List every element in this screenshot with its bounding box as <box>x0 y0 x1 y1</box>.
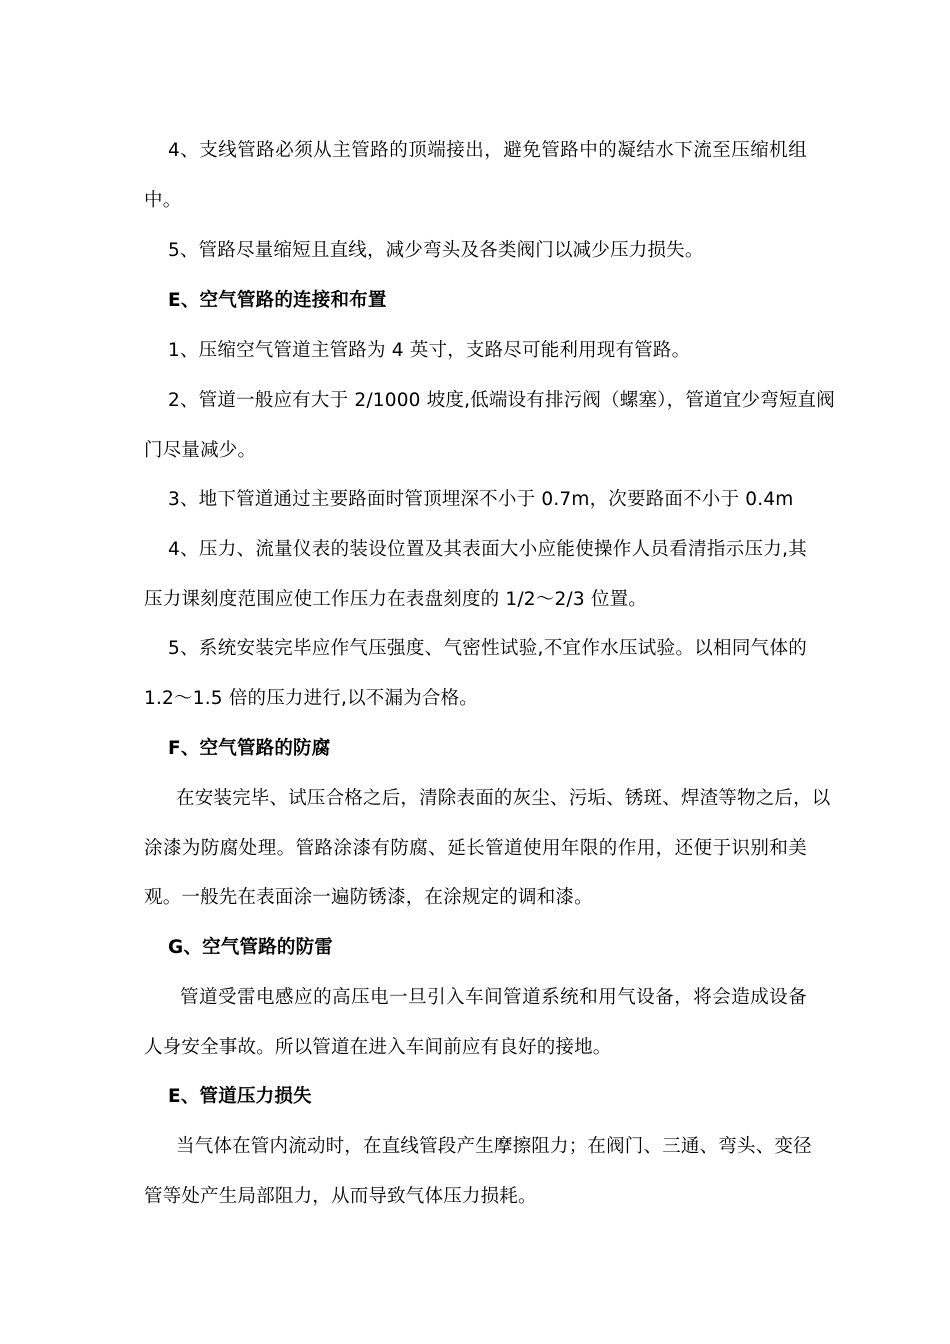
paragraph-pressure-test: 5、系统安装完毕应作气压强度、气密性试验,不宜作水压试验。以相同气体的 <box>168 638 807 659</box>
paragraph-slope-drain-continued: 门尽量减少。 <box>144 440 257 461</box>
paragraph-main-pipe-size: 1、压缩空气管道主管路为 4 英寸，支路尽可能利用现有管路。 <box>168 340 691 361</box>
section-heading-pressure-loss: E、管道压力损失 <box>168 1086 312 1107</box>
section-heading-anticorrosion: F、空气管路的防腐 <box>168 738 331 759</box>
paragraph-branch-pipe-top-outlet: 4、支线管路必须从主管路的顶端接出，避免管路中的凝结水下流至压缩机组 <box>168 140 807 161</box>
paragraph-branch-pipe-continued: 中。 <box>144 190 182 211</box>
paragraph-lightning-1: 管道受雷电感应的高压电一旦引入车间管道系统和用气设备，将会造成设备 <box>180 987 807 1008</box>
paragraph-shorten-pipes: 5、管路尽量缩短且直线，减少弯头及各类阀门以减少压力损失。 <box>168 240 704 261</box>
paragraph-slope-drain: 2、管道一般应有大于 2/1000 坡度,低端设有排污阀（螺塞），管道宜少弯短直阀 <box>168 390 835 411</box>
paragraph-pressure-test-continued: 1.2～1.5 倍的压力进行,以不漏为合格。 <box>144 688 479 709</box>
paragraph-instrument-position: 4、压力、流量仪表的装设位置及其表面大小应能使操作人员看清指示压力,其 <box>168 539 807 560</box>
section-heading-lightning-protection: G、空气管路的防雷 <box>168 937 333 958</box>
section-heading-connection-layout: E、空气管路的连接和布置 <box>168 290 387 311</box>
paragraph-pressure-loss-2: 管等处产生局部阻力，从而导致气体压力损耗。 <box>144 1186 537 1207</box>
paragraph-lightning-2: 人身安全事故。所以管道在进入车间前应有良好的接地。 <box>144 1037 612 1058</box>
paragraph-burial-depth: 3、地下管道通过主要路面时管顶埋深不小于 0.7m，次要路面不小于 0.4m <box>168 489 794 510</box>
paragraph-instrument-position-continued: 压力课刻度范围应使工作压力在表盘刻度的 1/2～2/3 位置。 <box>144 589 648 610</box>
paragraph-anticorrosion-3: 观。一般先在表面涂一遍防锈漆，在涂规定的调和漆。 <box>144 887 593 908</box>
paragraph-anticorrosion-1: 在安装完毕、试压合格之后，清除表面的灰尘、污垢、锈斑、焊渣等物之后，以 <box>176 788 831 809</box>
paragraph-anticorrosion-2: 涂漆为防腐处理。管路涂漆有防腐、延长管道使用年限的作用，还便于识别和美 <box>144 838 807 859</box>
paragraph-pressure-loss-1: 当气体在管内流动时，在直线管段产生摩擦阻力；在阀门、三通、弯头、变径 <box>176 1136 812 1157</box>
